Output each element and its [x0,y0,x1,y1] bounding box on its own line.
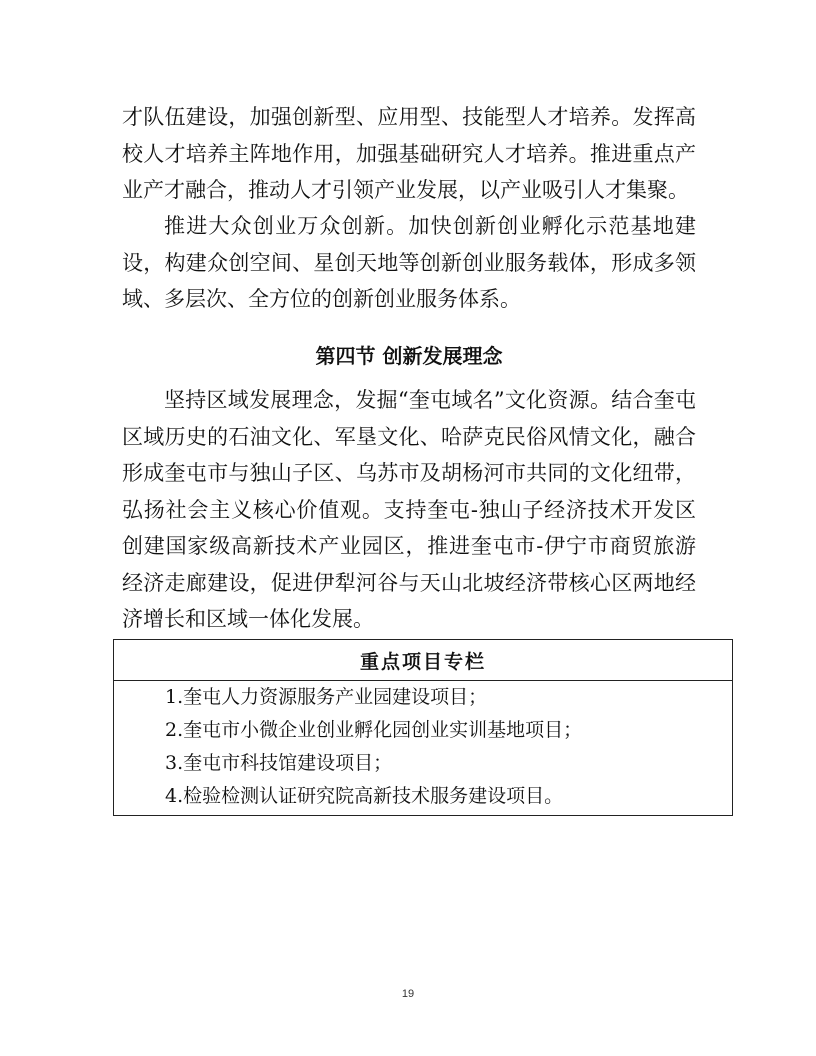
list-item: 4.检验检测认证研究院高新技术服务建设项目。 [165,785,564,807]
paragraph-lead: 推进大众创业万众创新。 [164,214,409,238]
list-item: 2.奎屯市小微企业创业孵化园创业实训基地项目； [165,719,583,741]
paragraph-regional-development: 坚持区域发展理念，发掘“奎屯域名”文化资源。结合奎屯区域历史的石油文化、军垦文化、哈萨克民俗风情文化，融合形成奎屯市与独山子区、乌苏市及胡杨河市共同的文化纽带，弘扬社会主义核心价值观。支持奎屯-独山子经济技术开发区创建国家级高新技术产业园区，推进奎屯市-伊宁市商贸旅游经济走廊建设，促进伊犁河谷与天山北坡经济带核心区两地经济增长和区域一体化发展。 [122,388,696,631]
paragraph-entrepreneurship [122,208,696,318]
paragraph-body: 加快创新创业孵化示范基地建设，构建众创空间、星创天地等创新创业服务载体，形成多领域、多层次、全方位的创新创业服务体系。 [122,214,696,311]
page-number: 19 [401,988,415,1000]
list-item: 3.奎屯市科技馆建设项目； [165,752,393,774]
key-projects-heading: 重点项目专栏 [114,640,732,681]
paragraph-talent: 才队伍建设，加强创新型、应用型、技能型人才培养。发挥高校人才培养主阵地作用，加强基础研究人才培养。推进重点产业产才融合，推动人才引领产业发展，以产业吸引人才集聚。 [122,105,696,202]
key-projects-box [113,639,733,816]
section-title: 第四节 创新发展理念 [315,344,503,368]
list-item: 1.奎屯人力资源服务产业园建设项目； [165,686,488,708]
key-projects-list [114,681,732,813]
